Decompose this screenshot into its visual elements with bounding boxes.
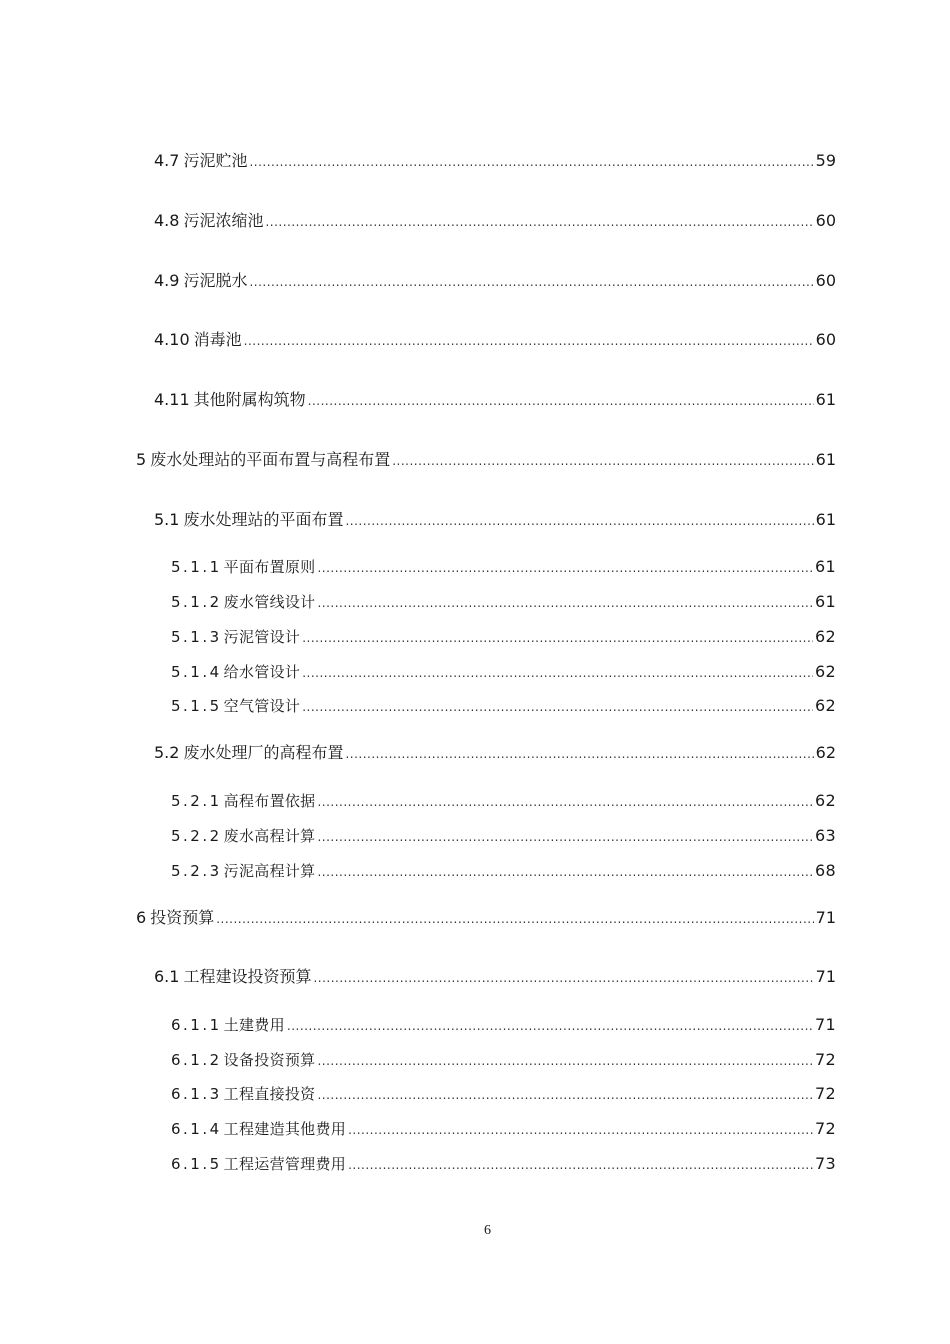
toc-entry-page: 62 (815, 662, 836, 681)
toc-entry-title: 废水管线设计 (223, 593, 316, 611)
toc-entry-title: 废水处理站的平面布置 (183, 510, 344, 529)
toc-entry-title: 废水处理厂的高程布置 (183, 743, 344, 762)
toc-leader-dots (249, 271, 813, 292)
toc-entry-page: 62 (815, 627, 836, 646)
toc-entry-page: 60 (815, 211, 836, 230)
toc-entry-page: 71 (815, 908, 836, 927)
toc-entry-page: 72 (815, 1119, 836, 1138)
toc-entry[interactable] (154, 967, 836, 988)
toc-leader-dots (317, 861, 813, 882)
page-number: 6 (484, 1223, 491, 1238)
toc-leader-dots (317, 826, 813, 847)
toc-entry[interactable] (154, 271, 836, 292)
toc-entry-page: 59 (815, 151, 836, 170)
toc-leader-dots (302, 696, 813, 717)
toc-leader-dots (249, 151, 813, 172)
toc-entry[interactable] (154, 390, 836, 411)
toc-entry-number: 6.1.2 (171, 1051, 222, 1069)
toc-entry-title: 工程运营管理费用 (223, 1155, 347, 1173)
toc-entry-number: 6.1.5 (171, 1155, 222, 1173)
toc-entry-number: 4.10 (154, 330, 190, 349)
toc-entry-number: 4.11 (154, 390, 190, 409)
toc-entry-title: 土建费用 (223, 1016, 285, 1034)
toc-leader-dots (216, 908, 813, 929)
toc-entry-number: 5.1.5 (171, 697, 222, 715)
toc-entry[interactable] (154, 510, 836, 531)
toc-leader-dots (392, 450, 813, 471)
toc-entry-page: 71 (815, 967, 836, 986)
toc-entry[interactable] (136, 908, 836, 929)
toc-entry-title: 工程直接投资 (223, 1085, 316, 1103)
toc-leader-dots (265, 211, 813, 232)
toc-entry-title: 废水高程计算 (223, 827, 316, 845)
toc-entry-title: 污泥贮池 (183, 151, 248, 170)
toc-entry[interactable] (171, 1050, 836, 1071)
toc-entry-page: 61 (815, 592, 836, 611)
toc-leader-dots (313, 967, 813, 988)
toc-entry-page: 62 (815, 791, 836, 810)
toc-entry-page: 62 (815, 696, 836, 715)
toc-entry[interactable] (171, 826, 836, 847)
toc-leader-dots (308, 390, 814, 411)
toc-entry[interactable] (171, 557, 836, 578)
toc-leader-dots (317, 1084, 813, 1105)
toc-entry-page: 61 (815, 450, 836, 469)
toc-leader-dots (302, 627, 813, 648)
toc-entry-number: 5.2.1 (171, 792, 222, 810)
toc-entry-number: 5.2.2 (171, 827, 222, 845)
toc-entry-page: 61 (815, 557, 836, 576)
toc-entry[interactable] (171, 1119, 836, 1140)
toc-entry-number: 5.1.4 (171, 663, 222, 681)
toc-entry-page: 61 (815, 510, 836, 529)
toc-entry-number: 5.2.3 (171, 862, 222, 880)
toc-entry-title: 设备投资预算 (223, 1051, 316, 1069)
toc-entry-number: 6.1.1 (171, 1016, 222, 1034)
toc-leader-dots (244, 330, 814, 351)
toc-entry[interactable] (136, 450, 836, 471)
toc-leader-dots (348, 1119, 813, 1140)
toc-entry[interactable] (171, 592, 836, 613)
toc-entry-number: 5.2 (154, 743, 180, 762)
toc-leader-dots (317, 557, 813, 578)
toc-leader-dots (317, 1050, 813, 1071)
toc-entry[interactable] (171, 1084, 836, 1105)
toc-entry[interactable] (171, 627, 836, 648)
toc-entry-page: 60 (815, 271, 836, 290)
toc-leader-dots (287, 1015, 813, 1036)
toc-entry[interactable] (171, 696, 836, 717)
toc-entry-title: 废水处理站的平面布置与高程布置 (150, 450, 391, 469)
toc-entry-title: 投资预算 (150, 908, 215, 927)
toc-entry-page: 63 (815, 826, 836, 845)
toc-entry[interactable] (154, 330, 836, 351)
toc-entry-title: 高程布置依据 (223, 792, 316, 810)
toc-entry-number: 5 (136, 450, 147, 469)
toc-entry[interactable] (171, 861, 836, 882)
toc-entry-number: 4.9 (154, 271, 180, 290)
toc-entry-page: 68 (815, 861, 836, 880)
toc-entry[interactable] (154, 743, 836, 764)
toc-entry-title: 污泥管设计 (223, 628, 301, 646)
toc-entry-number: 4.7 (154, 151, 180, 170)
toc-entry-title: 污泥高程计算 (223, 862, 316, 880)
toc-entry-page: 61 (815, 390, 836, 409)
toc-leader-dots (345, 743, 813, 764)
toc-entry[interactable] (171, 662, 836, 683)
toc-entry-title: 给水管设计 (223, 663, 301, 681)
toc-entry[interactable] (154, 151, 836, 172)
toc-entry[interactable] (171, 1015, 836, 1036)
toc-entry-title: 其他附属构筑物 (193, 390, 306, 409)
toc-entry[interactable] (154, 211, 836, 232)
toc-entry-title: 平面布置原则 (223, 558, 316, 576)
toc-entry-number: 5.1.1 (171, 558, 222, 576)
toc-entry[interactable] (171, 791, 836, 812)
toc-entry-title: 空气管设计 (223, 697, 301, 715)
toc-entry-page: 62 (815, 743, 836, 762)
toc-entry-number: 6 (136, 908, 147, 927)
toc-entry-title: 工程建造其他费用 (223, 1120, 347, 1138)
toc-leader-dots (317, 592, 813, 613)
toc-entry-title: 消毒池 (193, 330, 242, 349)
toc-entry-number: 6.1.3 (171, 1085, 222, 1103)
toc-entry-number: 6.1 (154, 967, 180, 986)
toc-entry-title: 工程建设投资预算 (183, 967, 312, 986)
toc-leader-dots (302, 662, 813, 683)
toc-entry-page: 60 (815, 330, 836, 349)
toc-entry-number: 5.1.3 (171, 628, 222, 646)
toc-entry-page: 71 (815, 1015, 836, 1034)
toc-entry-page: 73 (815, 1154, 836, 1173)
toc-leader-dots (345, 510, 813, 531)
toc-entry-number: 6.1.4 (171, 1120, 222, 1138)
toc-entry-number: 5.1 (154, 510, 180, 529)
toc-entry-title: 污泥浓缩池 (183, 211, 264, 230)
toc-entry-page: 72 (815, 1050, 836, 1069)
toc-entry-number: 4.8 (154, 211, 180, 230)
toc-entry-page: 72 (815, 1084, 836, 1103)
toc-entry[interactable] (171, 1154, 836, 1175)
toc-entry-title: 污泥脱水 (183, 271, 248, 290)
toc-leader-dots (348, 1154, 813, 1175)
toc-entry-number: 5.1.2 (171, 593, 222, 611)
toc-leader-dots (317, 791, 813, 812)
